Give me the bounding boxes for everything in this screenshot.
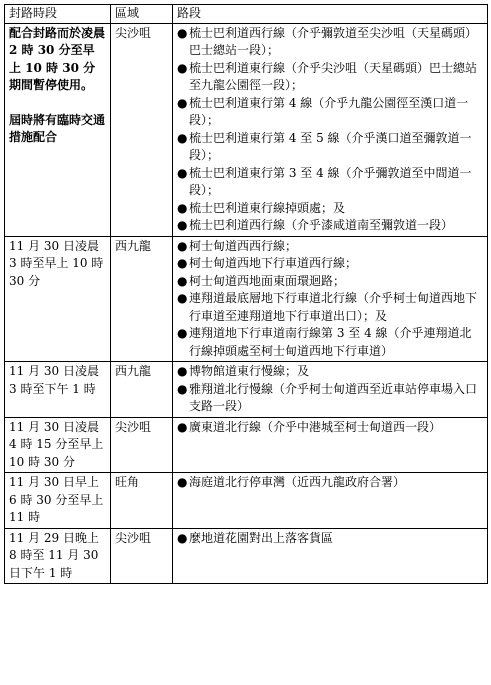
bullet-icon: ● [177,475,188,489]
roads-cell [173,362,488,418]
roads-cell [173,236,488,362]
list-item [177,238,483,256]
road-list [177,238,483,361]
bullet-icon: ● [177,364,188,378]
period-cell: 11 月 29 日晚上 8 時至 11 月 30 日下午 1 時 [5,528,111,584]
road-closure-table [4,4,488,584]
bullet-icon: ● [177,381,188,396]
bullet-icon: ● [177,530,188,545]
table-row [5,528,488,584]
road-text: 梳士巴利道東行第 4 至 5 線（介乎漢口道至彌敦道一段）； [189,130,472,162]
bullet-icon: ● [177,218,188,232]
road-text: 梳士巴利道東行線掉頭處；及 [189,200,346,215]
road-text: 廣東道北行線（介乎中港城至柯士甸道西一段） [189,419,442,434]
roads-cell [173,23,488,236]
period-cell [5,23,111,236]
road-text: 雅翔道北行慢線（介乎柯士甸道西至近車站停車場入口支路一段） [189,381,478,413]
period-cell: 11 月 30 日凌晨 3 時至早上 10 時 30 分 [5,236,111,362]
list-item [177,381,483,416]
road-list [177,25,483,235]
period-note: 屆時將有臨時交通措施配合 [9,112,106,144]
area-cell: 尖沙咀 [111,417,173,473]
bullet-icon: ● [177,419,188,434]
road-text: 梳士巴利道西行線（介乎彌敦道至尖沙咀（天星碼頭）巴士總站一段）； [189,25,478,57]
bullet-icon: ● [177,165,188,180]
period-cell: 11 月 30 日早上 6 時 30 分至早上 11 時 [5,473,111,529]
road-text: 柯士甸道西地面東面環迴路； [189,273,346,288]
list-item [177,325,483,360]
period-cell: 11 月 30 日凌晨 4 時 15 分至早上 10 時 30 分 [5,417,111,473]
list-item [177,130,483,165]
list-item [177,95,483,130]
road-text: 博物館道東行慢線；及 [189,364,310,378]
period-cell: 11 月 30 日凌晨 3 時至下午 1 時 [5,362,111,418]
bullet-icon: ● [177,130,188,145]
bullet-icon: ● [177,256,188,270]
road-list [177,363,483,416]
road-text: 連翔道地下行車道南行線第 3 至 4 線（介乎連翔道北行線掉頭處至柯士甸道西地下行車道） [189,326,472,358]
bullet-icon: ● [177,273,188,288]
table-row [5,473,488,529]
roads-cell [173,417,488,473]
list-item [177,474,483,492]
list-item [177,200,483,218]
list-item [177,290,483,325]
road-list [177,419,483,437]
area-cell: 西九龍 [111,236,173,362]
list-item [177,419,483,437]
road-text: 梳士巴利道西行線（介乎漆咸道南至彌敦道一段） [189,218,454,232]
roads-cell [173,528,488,584]
table-row [5,23,488,236]
list-item [177,273,483,291]
bullet-icon: ● [177,238,188,253]
table-row [5,236,488,362]
bullet-icon: ● [177,200,188,215]
list-item [177,60,483,95]
bullet-icon: ● [177,95,188,110]
road-text: 梳士巴利道東行線（介乎尖沙咀（天星碼頭）巴士總站至九龍公園徑一段）； [189,60,478,92]
bullet-icon: ● [177,326,188,340]
bullet-icon: ● [177,60,188,75]
table-row [5,417,488,473]
area-cell: 尖沙咀 [111,528,173,584]
road-text: 連翔道最底層地下行車道北行線（介乎柯士甸道西地下行車道至連翔道地下行車道出口）；及 [189,291,478,323]
area-cell: 旺角 [111,473,173,529]
header-area: 區域 [111,5,173,24]
area-cell: 西九龍 [111,362,173,418]
header-period: 封路時段 [5,5,111,24]
list-item [177,165,483,200]
list-item [177,255,483,273]
road-list [177,474,483,492]
bullet-icon: ● [177,291,188,305]
bullet-icon: ● [177,25,188,40]
table-row [5,362,488,418]
list-item [177,363,483,381]
road-list [177,530,483,548]
road-text: 麼地道花園對出上落客貨區 [189,530,334,545]
list-item [177,25,483,60]
table-header-row [5,5,488,24]
list-item [177,530,483,548]
road-text: 梳士巴利道東行第 4 線（介乎九龍公園徑至漢口道一段）； [189,95,469,127]
period-text: 配合封路而於凌晨 2 時 30 分至早上 10 時 30 分期間暫停使用。 [9,25,106,92]
header-roads: 路段 [173,5,488,24]
road-text: 梳士巴利道東行第 3 至 4 線（介乎彌敦道至中間道一段）； [189,165,472,197]
road-text: 柯士甸道西西行線； [189,238,298,253]
area-cell: 尖沙咀 [111,23,173,236]
list-item [177,217,483,235]
roads-cell [173,473,488,529]
road-text: 海庭道北行停車灣（近西九龍政府合署） [189,475,406,489]
road-text: 柯士甸道西地下行車道西行線； [189,256,358,270]
